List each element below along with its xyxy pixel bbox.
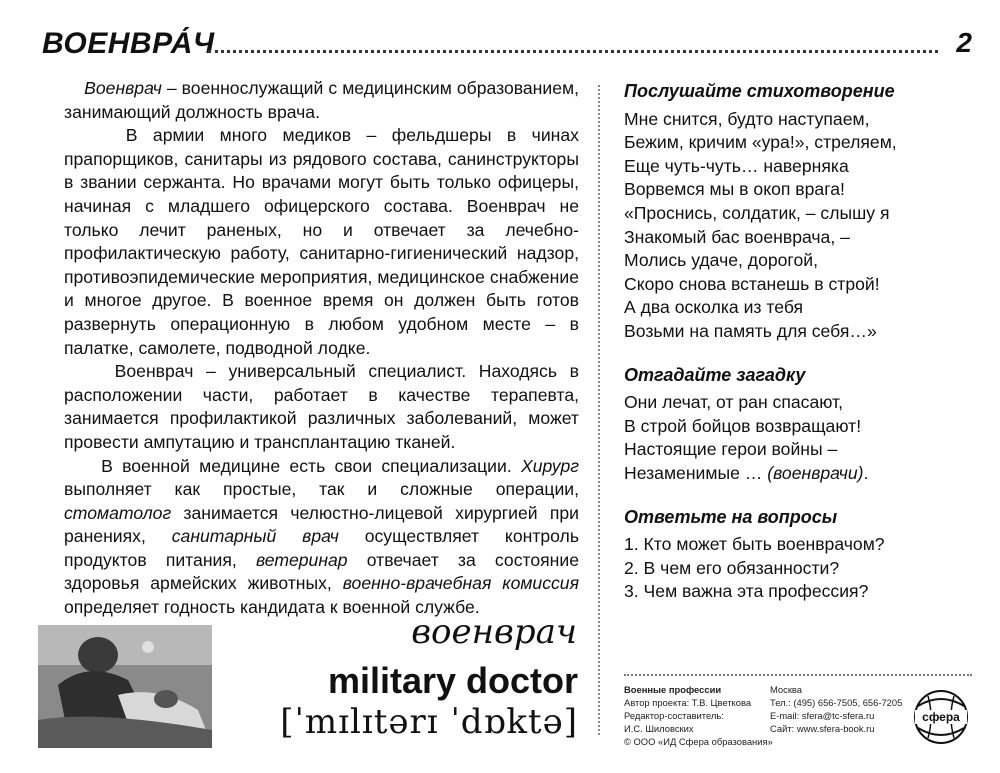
header-dotted-leader [208, 50, 938, 53]
poem-line: «Проснись, солдатик, – слышу я [624, 202, 890, 223]
footer-left [624, 683, 774, 748]
article-paragraph-3: Военврач – универсальный специалист. Находясь в расположении части, работает в качестве терапевта, занимается профилактикой различных заболеваний, может провести ампутацию и трансплантацию тканей. [64, 361, 579, 452]
page-header [42, 27, 972, 61]
questions-section [624, 506, 984, 604]
riddle-heading: Отгадайте загадку [624, 364, 806, 385]
riddle-line: Настоящие герои войны – [624, 439, 838, 460]
term-dentist: стоматолог [64, 502, 172, 523]
military-doctor-photo [38, 625, 212, 748]
editor-label: Редактор-составитель: [624, 710, 724, 721]
poem-line: Еще чуть-чуть… наверняка [624, 155, 849, 176]
term-military-doctor: Военврач [84, 78, 162, 98]
editor-name: И.С. Шиловских [624, 723, 694, 734]
english-transcription: [ˈmɪlɪtərɪ ˈdɒktə] [280, 702, 578, 742]
riddle-line: В строй бойцов возвращают! [624, 415, 862, 436]
publisher-phone: Тел.: (495) 656-7505, 656-7205 [770, 697, 903, 708]
page-number: 2 [956, 27, 972, 58]
page-title: ВОЕНВРА́Ч [42, 27, 215, 60]
term-medical-commission: военно-врачебная комиссия [342, 573, 579, 594]
project-author: Автор проекта: Т.В. Цветкова [624, 697, 752, 708]
column-divider [598, 85, 600, 735]
riddle-section [624, 364, 984, 486]
poem-line: Молись удаче, дорогой, [624, 250, 818, 271]
handwritten-word-text: военврач [411, 612, 577, 652]
publisher-email: E-mail: sfera@tc-sfera.ru [770, 710, 875, 721]
poem-line: Мне снится, будто наступаем, [624, 108, 870, 129]
copyright: © ООО «ИД Сфера образования» [624, 736, 773, 747]
poem-section [624, 80, 984, 344]
question-item: 2. В чем его обязанности? [624, 557, 840, 578]
question-item: 3. Чем важна эта профессия? [624, 581, 869, 602]
footer-dotted-leader [624, 674, 972, 676]
script-word-image [405, 605, 580, 655]
article-paragraph-2: В армии много медиков – фельдшеры в чинах прапорщиков, санитары из рядового состава, санинструкторы в звании сержанта. Но врачами могут быть только офицеры, начиная с младшего офицерского состава. Военврач не только лечит раненых, но и отвечает за лечебно-профилактическую работу, санитарно-гигиенический надзор, противоэпидемические мероприятия, медицинское снабжение и многое другое. В военное время он должен быть готов развернуть операционную в любом удобном месте – в палатке, самолете, подводной лодке. [64, 125, 579, 358]
term-veterinarian: ветеринар [255, 549, 348, 570]
poem-line: Бежим, кричим «ура!», стреляем, [624, 132, 897, 153]
poem-line: Возьми на память для себя…» [624, 320, 877, 341]
series-name: Военные профессии [624, 684, 722, 695]
riddle-answer: (военврачи) [767, 462, 864, 483]
globe-icon [912, 688, 970, 746]
question-item: 1. Кто может быть военврачом? [624, 534, 885, 555]
riddle-line: Они лечат, от ран спасают, [624, 392, 844, 413]
sfera-logo [912, 688, 970, 746]
activities-column [624, 80, 984, 624]
article-paragraph-4: В военной медицине есть свои специализации. Хирург выполняет как простые, так и сложные операции, стоматолог занимается челюстно-лицевой хирургией при ранениях, санитарный врач осуществляет контроль продуктов питания, ветеринар отвечает за состояние здоровья армейских животных, военно-врачебная комиссия определяет годность кандидата к военной службе. [64, 455, 579, 618]
poem-line: А два осколка из тебя [624, 297, 804, 318]
poem-heading: Послушайте стихотворение [624, 81, 895, 101]
footer-right [770, 683, 910, 735]
article-body [64, 77, 579, 620]
article-paragraph-1: Военврач – военнослужащий с медицинским образованием, занимающий должность врача. [64, 78, 579, 122]
term-surgeon: Хирург [521, 455, 579, 476]
publisher-city: Москва [770, 684, 803, 695]
riddle-line: Незаменимые … (военврачи). [624, 462, 869, 483]
logo-text: сфера [922, 710, 960, 724]
term-sanitary-doctor: санитарный врач [171, 526, 339, 547]
photo-illustration [38, 625, 212, 748]
poem-line: Скоро снова встанешь в строй! [624, 273, 880, 294]
poem-line: Знакомый бас военврача, – [624, 226, 850, 247]
handwritten-word [405, 605, 580, 655]
questions-heading: Ответьте на вопросы [624, 506, 838, 527]
english-word: military doctor [327, 660, 578, 701]
publisher-site: Сайт: www.sfera-book.ru [770, 723, 875, 734]
poem-line: Ворвемся мы в окоп врага! [624, 179, 845, 200]
